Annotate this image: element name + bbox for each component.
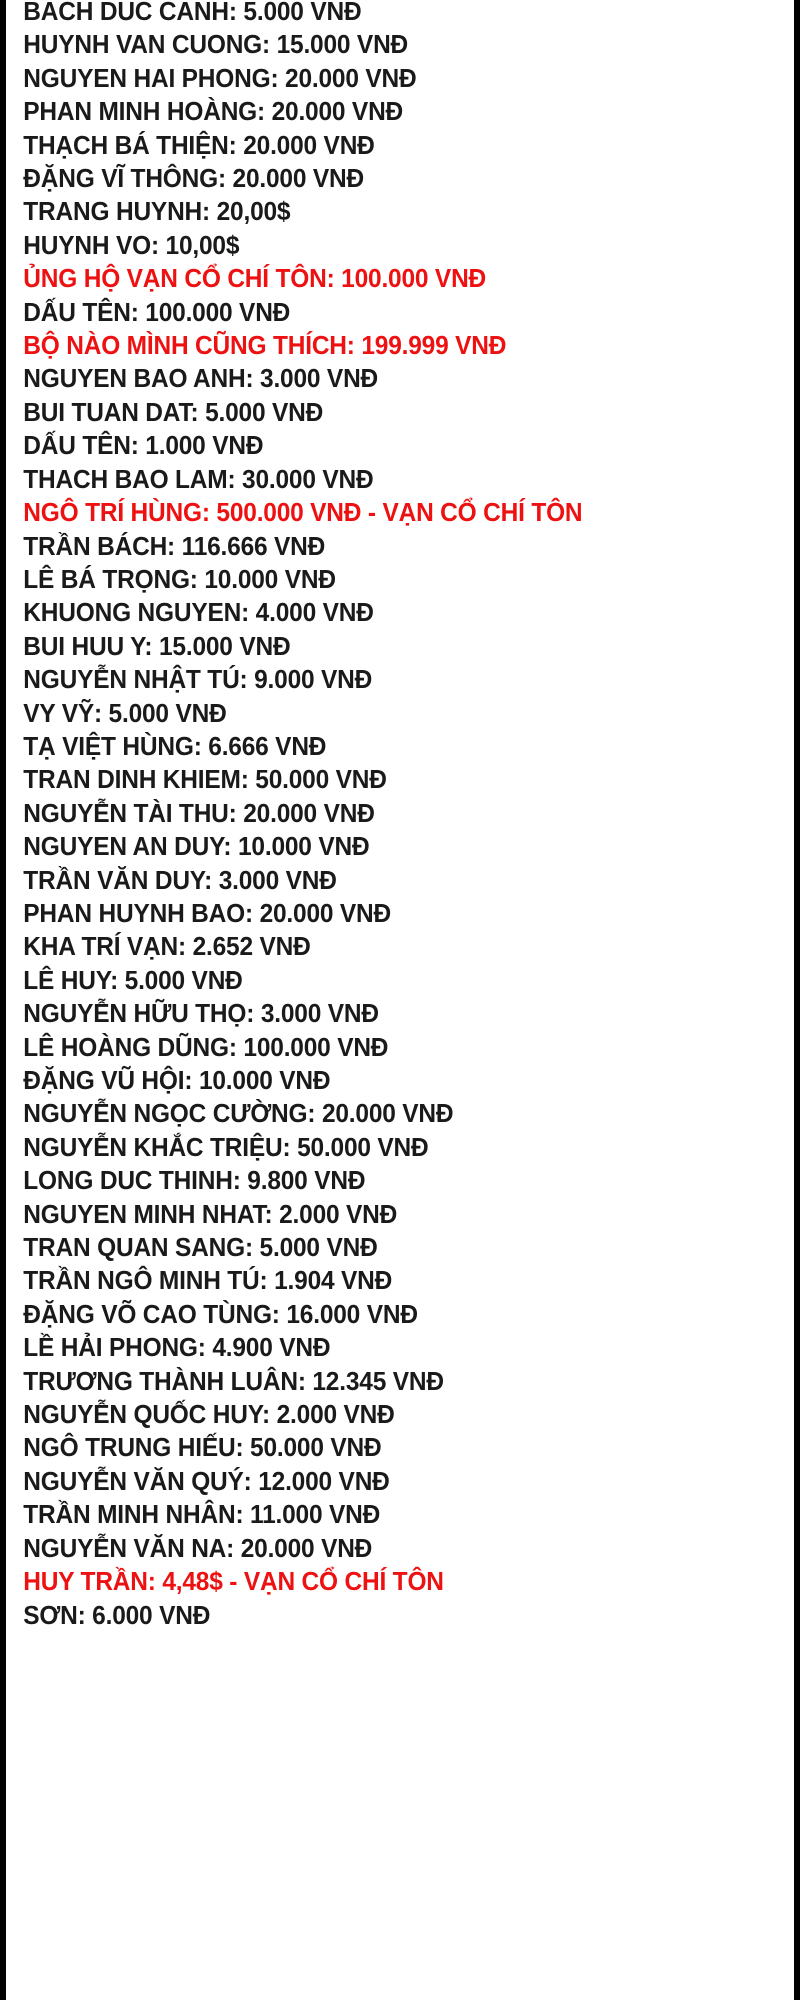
donation-entry: NGÔ TRÍ HÙNG: 500.000 VNĐ - VẠN CỔ CHÍ TÔN <box>23 499 583 528</box>
donation-entry: HUY TRẦN: 4,48$ - VẠN CỔ CHÍ TÔN <box>23 1568 444 1597</box>
donation-entry: TRẦN VĂN DUY: 3.000 VNĐ <box>23 866 337 895</box>
donation-entry: ĐẶNG VŨ HỘI: 10.000 VNĐ <box>23 1067 331 1095</box>
donation-entry: NGÔ TRUNG HIẾU: 50.000 VNĐ <box>23 1434 382 1463</box>
donation-entry: TRẦN BÁCH: 116.666 VNĐ <box>23 532 326 561</box>
donation-entry: NGUYỄN VĂN QUÝ: 12.000 VNĐ <box>23 1467 390 1496</box>
donation-entry: NGUYỄN HỮU THỌ: 3.000 VNĐ <box>23 1000 379 1029</box>
donation-list <box>6 0 794 1633</box>
donation-entry: BUI TUAN DAT: 5.000 VNĐ <box>23 398 324 427</box>
donation-entry: TRẦN MINH NHÂN: 11.000 VNĐ <box>23 1501 381 1530</box>
donation-entry: TRẦN NGÔ MINH TÚ: 1.904 VNĐ <box>23 1267 393 1296</box>
donation-entry: LONG DUC THINH: 9.800 VNĐ <box>23 1167 366 1196</box>
donation-entry: NGUYEN AN DUY: 10.000 VNĐ <box>23 833 370 862</box>
donation-entry: NGUYEN MINH NHAT: 2.000 VNĐ <box>23 1200 398 1229</box>
donation-entry: ĐẶNG VĨ THÔNG: 20.000 VNĐ <box>23 165 365 194</box>
donation-entry: PHAN MINH HOÀNG: 20.000 VNĐ <box>23 98 404 127</box>
donation-entry: BỘ NÀO MÌNH CŨNG THÍCH: 199.999 VNĐ <box>23 332 507 361</box>
donation-entry: BACH DUC CANH: 5.000 VNĐ <box>23 0 362 26</box>
donation-entry: DẤU TÊN: 100.000 VNĐ <box>23 298 291 327</box>
donation-entry: NGUYỄN QUỐC HUY: 2.000 VNĐ <box>23 1401 395 1430</box>
donation-entry: SƠN: 6.000 VNĐ <box>23 1601 211 1630</box>
donation-entry: TRAN DINH KHIEM: 50.000 VNĐ <box>23 766 387 795</box>
donation-entry: NGUYEN BAO ANH: 3.000 VNĐ <box>23 365 379 394</box>
donation-entry: KHUONG NGUYEN: 4.000 VNĐ <box>23 599 374 628</box>
donation-entry: THẠCH BÁ THIỆN: 20.000 VNĐ <box>23 131 375 160</box>
donation-entry: LÊ BÁ TRỌNG: 10.000 VNĐ <box>23 565 336 594</box>
donation-entry: TRƯƠNG THÀNH LUÂN: 12.345 VNĐ <box>23 1367 444 1396</box>
donation-entry: NGUYỄN NHẬT TÚ: 9.000 VNĐ <box>23 666 373 695</box>
donation-entry: ỦNG HỘ VẠN CỔ CHÍ TÔN: 100.000 VNĐ <box>23 265 487 294</box>
donation-entry: DẤU TÊN: 1.000 VNĐ <box>23 432 264 461</box>
donation-entry: NGUYEN HAI PHONG: 20.000 VNĐ <box>23 64 417 93</box>
donation-entry: TẠ VIỆT HÙNG: 6.666 VNĐ <box>23 732 327 761</box>
donation-entry: LỀ HẢI PHONG: 4.900 VNĐ <box>23 1334 331 1363</box>
donation-entry: NGUYỄN VĂN NA: 20.000 VNĐ <box>23 1534 373 1563</box>
donation-entry: NGUYỄN NGỌC CƯỜNG: 20.000 VNĐ <box>23 1100 454 1129</box>
donation-entry: VY VỸ: 5.000 VNĐ <box>23 699 227 728</box>
donation-entry: LÊ HOÀNG DŨNG: 100.000 VNĐ <box>23 1033 389 1062</box>
donation-entry: BUI HUU Y: 15.000 VNĐ <box>23 632 291 661</box>
donation-entry: PHAN HUYNH BAO: 20.000 VNĐ <box>23 899 392 928</box>
donation-entry: THACH BAO LAM: 30.000 VNĐ <box>23 465 374 494</box>
donation-entry: HUYNH VAN CUONG: 15.000 VNĐ <box>23 31 409 60</box>
donation-entry: LÊ HUY: 5.000 VNĐ <box>23 966 243 995</box>
donation-entry: NGUYỄN TÀI THU: 20.000 VNĐ <box>23 799 375 828</box>
donation-entry: KHA TRÍ VẠN: 2.652 VNĐ <box>23 933 311 962</box>
donation-entry: TRANG HUYNH: 20,00$ <box>23 198 291 227</box>
donation-entry: TRAN QUAN SANG: 5.000 VNĐ <box>23 1234 378 1263</box>
donation-entry: NGUYỄN KHẮC TRIỆU: 50.000 VNĐ <box>23 1133 429 1162</box>
donation-entry: HUYNH VO: 10,00$ <box>23 231 240 260</box>
donation-entry: ĐẶNG VÕ CAO TÙNG: 16.000 VNĐ <box>23 1300 418 1329</box>
